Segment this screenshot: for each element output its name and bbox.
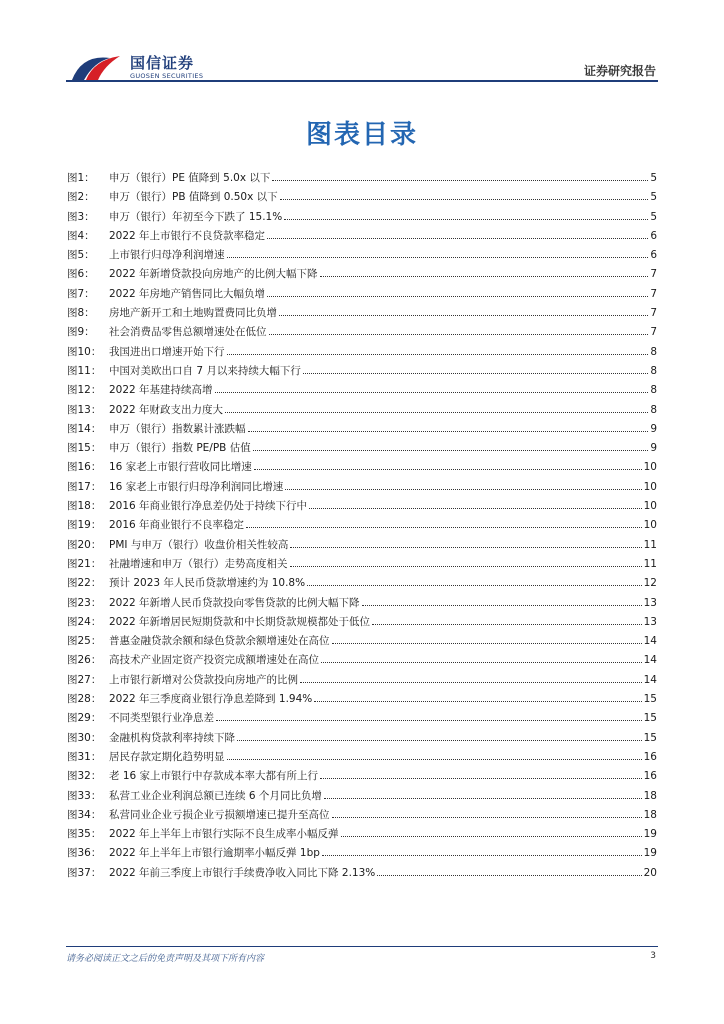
toc-entry[interactable] bbox=[67, 537, 657, 556]
toc-entry[interactable] bbox=[67, 440, 657, 459]
toc-figure-number: 图17： bbox=[67, 480, 102, 493]
toc-entry[interactable] bbox=[67, 652, 657, 671]
toc-figure-title: 2022 年上半年上市银行实际不良生成率小幅反弹 bbox=[109, 828, 339, 841]
toc-dot-leader bbox=[284, 219, 648, 220]
toc-page-number: 9 bbox=[650, 422, 657, 435]
toc-dot-leader bbox=[215, 392, 649, 393]
toc-figure-title: 中国对美欧出口自 7 月以来持续大幅下行 bbox=[109, 364, 301, 377]
toc-dot-leader bbox=[320, 778, 642, 779]
toc-figure-title: 2022 年基建持续高增 bbox=[109, 384, 213, 397]
toc-entry[interactable] bbox=[67, 730, 657, 749]
toc-page-number: 5 bbox=[650, 191, 657, 204]
figure-table-of-contents bbox=[67, 170, 657, 884]
toc-dot-leader bbox=[248, 431, 649, 432]
toc-figure-number: 图33： bbox=[67, 789, 102, 802]
toc-figure-number: 图4： bbox=[67, 229, 95, 242]
toc-figure-number: 图15： bbox=[67, 442, 102, 455]
toc-figure-title: 2022 年新增人民币贷款投向零售贷款的比例大幅下降 bbox=[109, 596, 360, 609]
footer-divider bbox=[66, 946, 658, 947]
toc-figure-number: 图27： bbox=[67, 673, 102, 686]
toc-figure-number: 图23： bbox=[67, 596, 102, 609]
toc-page-number: 7 bbox=[650, 326, 657, 339]
toc-figure-number: 图34： bbox=[67, 808, 102, 821]
toc-figure-number: 图13： bbox=[67, 403, 102, 416]
toc-dot-leader bbox=[324, 798, 642, 799]
toc-page-number: 5 bbox=[650, 172, 657, 184]
toc-figure-title: 社融增速和申万（银行）走势高度相关 bbox=[109, 557, 288, 570]
guosen-logo-icon bbox=[70, 50, 126, 84]
toc-page-number: 15 bbox=[643, 731, 657, 744]
toc-figure-number: 图11： bbox=[67, 364, 102, 377]
toc-figure-title: 2022 年新增居民短期贷款和中长期贷款规模都处于低位 bbox=[109, 615, 371, 628]
toc-entry[interactable] bbox=[67, 228, 657, 247]
toc-page-number: 7 bbox=[650, 307, 657, 320]
toc-dot-leader bbox=[307, 585, 642, 586]
toc-entry[interactable] bbox=[67, 382, 657, 401]
toc-figure-title: 预计 2023 年人民币贷款增速约为 10.8% bbox=[109, 577, 306, 590]
toc-figure-title: 2022 年三季度商业银行净息差降到 1.94% bbox=[109, 693, 313, 706]
toc-page-number: 14 bbox=[643, 635, 657, 648]
toc-figure-title: 申万（银行）PB 值降到 0.50x 以下 bbox=[109, 191, 278, 204]
toc-page-number: 14 bbox=[643, 654, 657, 667]
toc-page-number: 8 bbox=[650, 403, 657, 416]
toc-page-number: 18 bbox=[643, 808, 657, 821]
page-number: 3 bbox=[650, 951, 656, 961]
toc-figure-number: 图35： bbox=[67, 828, 102, 841]
toc-figure-number: 图8： bbox=[67, 307, 95, 320]
toc-figure-number: 图14： bbox=[67, 422, 102, 435]
toc-dot-leader bbox=[279, 315, 648, 316]
toc-dot-leader bbox=[246, 527, 642, 528]
toc-entry[interactable] bbox=[67, 788, 657, 807]
toc-dot-leader bbox=[362, 605, 642, 606]
toc-page-number: 15 bbox=[643, 693, 657, 706]
toc-dot-leader bbox=[285, 489, 641, 490]
toc-entry[interactable] bbox=[67, 826, 657, 845]
toc-figure-title: 社会消费品零售总额增速处在低位 bbox=[109, 326, 267, 339]
toc-dot-leader bbox=[372, 624, 642, 625]
toc-figure-title: 我国进出口增速开始下行 bbox=[109, 345, 225, 358]
toc-figure-title: 2022 年房地产销售同比大幅负增 bbox=[109, 287, 266, 300]
toc-page-number: 12 bbox=[643, 577, 657, 590]
toc-page-number: 19 bbox=[643, 847, 657, 860]
toc-dot-leader bbox=[322, 855, 642, 856]
toc-figure-title: 2022 年上市银行不良贷款率稳定 bbox=[109, 229, 266, 242]
page-header bbox=[0, 0, 724, 90]
toc-dot-leader bbox=[309, 508, 642, 509]
toc-figure-title: 申万（银行）指数 PE/PB 估值 bbox=[109, 442, 251, 455]
toc-figure-number: 图32： bbox=[67, 770, 102, 783]
toc-figure-title: 2022 年上半年上市银行逾期率小幅反弹 1bp bbox=[109, 847, 320, 860]
toc-figure-number: 图24： bbox=[67, 615, 102, 628]
toc-page-number: 7 bbox=[650, 268, 657, 281]
toc-figure-title: 上市银行新增对公贷款投向房地产的比例 bbox=[109, 673, 298, 686]
toc-page-number: 6 bbox=[650, 249, 657, 262]
toc-entry[interactable] bbox=[67, 170, 657, 189]
toc-entry[interactable] bbox=[67, 459, 657, 478]
toc-page-number: 14 bbox=[643, 673, 657, 686]
toc-page-number: 8 bbox=[650, 364, 657, 377]
toc-dot-leader bbox=[314, 701, 641, 702]
toc-figure-title: 普惠金融贷款余额和绿色贷款余额增速处在高位 bbox=[109, 635, 330, 648]
toc-dot-leader bbox=[272, 180, 648, 181]
toc-figure-title: 2016 年商业银行净息差仍处于持续下行中 bbox=[109, 500, 308, 513]
toc-figure-title: PMI 与申万（银行）收盘价相关性较高 bbox=[109, 538, 289, 551]
toc-dot-leader bbox=[290, 547, 641, 548]
toc-entry[interactable] bbox=[67, 595, 657, 614]
toc-entry[interactable] bbox=[67, 498, 657, 517]
toc-figure-number: 图19： bbox=[67, 519, 102, 532]
toc-entry[interactable] bbox=[67, 614, 657, 633]
toc-page-number: 10 bbox=[643, 480, 657, 493]
toc-figure-number: 图5： bbox=[67, 249, 95, 262]
toc-figure-number: 图6： bbox=[67, 268, 95, 281]
toc-figure-number: 图3： bbox=[67, 210, 95, 223]
toc-dot-leader bbox=[320, 276, 649, 277]
toc-entry[interactable] bbox=[67, 807, 657, 826]
toc-dot-leader bbox=[254, 469, 642, 470]
toc-figure-number: 图10： bbox=[67, 345, 102, 358]
toc-figure-number: 图22： bbox=[67, 577, 102, 590]
toc-figure-title: 16 家老上市银行归母净利润同比增速 bbox=[109, 480, 284, 493]
toc-figure-number: 图7： bbox=[67, 287, 95, 300]
toc-figure-number: 图25： bbox=[67, 635, 102, 648]
toc-page-number: 16 bbox=[643, 750, 657, 763]
toc-page-number: 10 bbox=[643, 519, 657, 532]
toc-page-number: 20 bbox=[643, 866, 657, 879]
toc-page-number: 7 bbox=[650, 287, 657, 300]
toc-figure-number: 图1： bbox=[67, 172, 95, 184]
toc-page-number: 10 bbox=[643, 461, 657, 474]
toc-dot-leader bbox=[321, 662, 642, 663]
toc-page-number: 9 bbox=[650, 442, 657, 455]
toc-figure-title: 私营同业企业亏损企业亏损额增速已提升至高位 bbox=[109, 808, 330, 821]
toc-page-number: 16 bbox=[643, 770, 657, 783]
toc-figure-title: 金融机构贷款利率持续下降 bbox=[109, 731, 235, 744]
toc-figure-number: 图12： bbox=[67, 384, 102, 397]
toc-entry[interactable] bbox=[67, 672, 657, 691]
toc-dot-leader bbox=[227, 354, 649, 355]
toc-entry[interactable] bbox=[67, 517, 657, 536]
toc-entry[interactable] bbox=[67, 749, 657, 768]
toc-figure-number: 图29： bbox=[67, 712, 102, 725]
toc-figure-title: 2022 年前三季度上市银行手续费净收入同比下降 2.13% bbox=[109, 866, 376, 879]
toc-dot-leader bbox=[377, 875, 641, 876]
toc-entry[interactable] bbox=[67, 209, 657, 228]
toc-page-number: 11 bbox=[643, 557, 657, 570]
toc-page-number: 6 bbox=[650, 229, 657, 242]
toc-figure-title: 2016 年商业银行不良率稳定 bbox=[109, 519, 245, 532]
toc-page-number: 13 bbox=[643, 596, 657, 609]
toc-figure-number: 图16： bbox=[67, 461, 102, 474]
toc-figure-number: 图9： bbox=[67, 326, 95, 339]
toc-dot-leader bbox=[269, 334, 649, 335]
toc-dot-leader bbox=[267, 238, 648, 239]
toc-entry[interactable] bbox=[67, 266, 657, 285]
toc-figure-number: 图21： bbox=[67, 557, 102, 570]
toc-entry[interactable] bbox=[67, 363, 657, 382]
toc-figure-title: 房地产新开工和土地购置费同比负增 bbox=[109, 307, 277, 320]
page-title: 图表目录 bbox=[305, 120, 418, 150]
toc-dot-leader bbox=[332, 817, 642, 818]
toc-page-number: 5 bbox=[650, 210, 657, 223]
toc-dot-leader bbox=[227, 759, 642, 760]
toc-page-number: 19 bbox=[643, 828, 657, 841]
toc-dot-leader bbox=[225, 412, 648, 413]
toc-figure-title: 16 家老上市银行营收同比增速 bbox=[109, 461, 252, 474]
toc-entry[interactable] bbox=[67, 305, 657, 324]
toc-dot-leader bbox=[237, 740, 642, 741]
toc-figure-title: 私营工业企业利润总额已连续 6 个月同比负增 bbox=[109, 789, 322, 802]
toc-entry[interactable] bbox=[67, 421, 657, 440]
toc-figure-number: 图20： bbox=[67, 538, 102, 551]
toc-figure-number: 图37： bbox=[67, 866, 102, 879]
toc-figure-title: 申万（银行）PE 值降到 5.0x 以下 bbox=[109, 172, 271, 184]
toc-dot-leader bbox=[253, 450, 649, 451]
toc-dot-leader bbox=[332, 643, 642, 644]
toc-entry[interactable] bbox=[67, 768, 657, 787]
toc-entry[interactable] bbox=[67, 479, 657, 498]
toc-page-number: 8 bbox=[650, 384, 657, 397]
toc-dot-leader bbox=[303, 373, 648, 374]
toc-entry[interactable] bbox=[67, 845, 657, 864]
toc-page-number: 13 bbox=[643, 615, 657, 628]
toc-page-number: 11 bbox=[643, 538, 657, 551]
toc-figure-number: 图28： bbox=[67, 693, 102, 706]
toc-figure-title: 老 16 家上市银行中存款成本率大都有所上行 bbox=[109, 770, 319, 783]
toc-page-number: 18 bbox=[643, 789, 657, 802]
toc-figure-number: 图30： bbox=[67, 731, 102, 744]
report-type-label: 证券研究报告 bbox=[583, 64, 656, 78]
toc-figure-number: 图26： bbox=[67, 654, 102, 667]
toc-figure-number: 图31： bbox=[67, 750, 102, 763]
toc-figure-title: 高技术产业固定资产投资完成额增速处在高位 bbox=[109, 654, 319, 667]
toc-page-number: 8 bbox=[650, 345, 657, 358]
toc-figure-number: 图36： bbox=[67, 847, 102, 860]
toc-dot-leader bbox=[280, 199, 649, 200]
toc-page-number: 10 bbox=[643, 500, 657, 513]
toc-page-number: 15 bbox=[643, 712, 657, 725]
toc-entry[interactable] bbox=[67, 286, 657, 305]
toc-dot-leader bbox=[216, 720, 642, 721]
toc-dot-leader bbox=[341, 836, 642, 837]
toc-dot-leader bbox=[290, 566, 642, 567]
toc-entry[interactable] bbox=[67, 556, 657, 575]
toc-entry[interactable] bbox=[67, 324, 657, 343]
toc-dot-leader bbox=[267, 296, 648, 297]
toc-entry[interactable] bbox=[67, 402, 657, 421]
toc-dot-leader bbox=[300, 682, 642, 683]
toc-dot-leader bbox=[227, 257, 649, 258]
toc-figure-title: 2022 年新增贷款投向房地产的比例大幅下降 bbox=[109, 268, 318, 281]
toc-entry[interactable] bbox=[67, 189, 657, 208]
toc-figure-number: 图2： bbox=[67, 191, 95, 204]
toc-entry[interactable] bbox=[67, 633, 657, 652]
toc-figure-title: 2022 年财政支出力度大 bbox=[109, 403, 224, 416]
toc-figure-title: 居民存款定期化趋势明显 bbox=[109, 750, 225, 763]
toc-entry[interactable] bbox=[67, 575, 657, 594]
toc-figure-title: 申万（银行）指数累计涨跌幅 bbox=[109, 422, 246, 435]
toc-figure-title: 不同类型银行业净息差 bbox=[109, 712, 214, 725]
toc-figure-title: 申万（银行）年初至今下跌了 15.1% bbox=[109, 210, 283, 223]
logo-chinese-name: 国信证券 bbox=[130, 54, 195, 72]
toc-entry[interactable] bbox=[67, 865, 657, 884]
toc-entry[interactable] bbox=[67, 247, 657, 266]
logo-english-name: GUOSEN SECURITIES bbox=[130, 72, 204, 80]
toc-entry[interactable] bbox=[67, 344, 657, 363]
footer-disclaimer: 请务必阅读正文之后的免责声明及其项下所有内容 bbox=[66, 954, 265, 964]
toc-entry[interactable] bbox=[67, 710, 657, 729]
toc-entry[interactable] bbox=[67, 691, 657, 710]
toc-figure-number: 图18： bbox=[67, 500, 102, 513]
header-divider bbox=[66, 80, 658, 82]
toc-figure-title: 上市银行归母净利润增速 bbox=[109, 249, 225, 262]
